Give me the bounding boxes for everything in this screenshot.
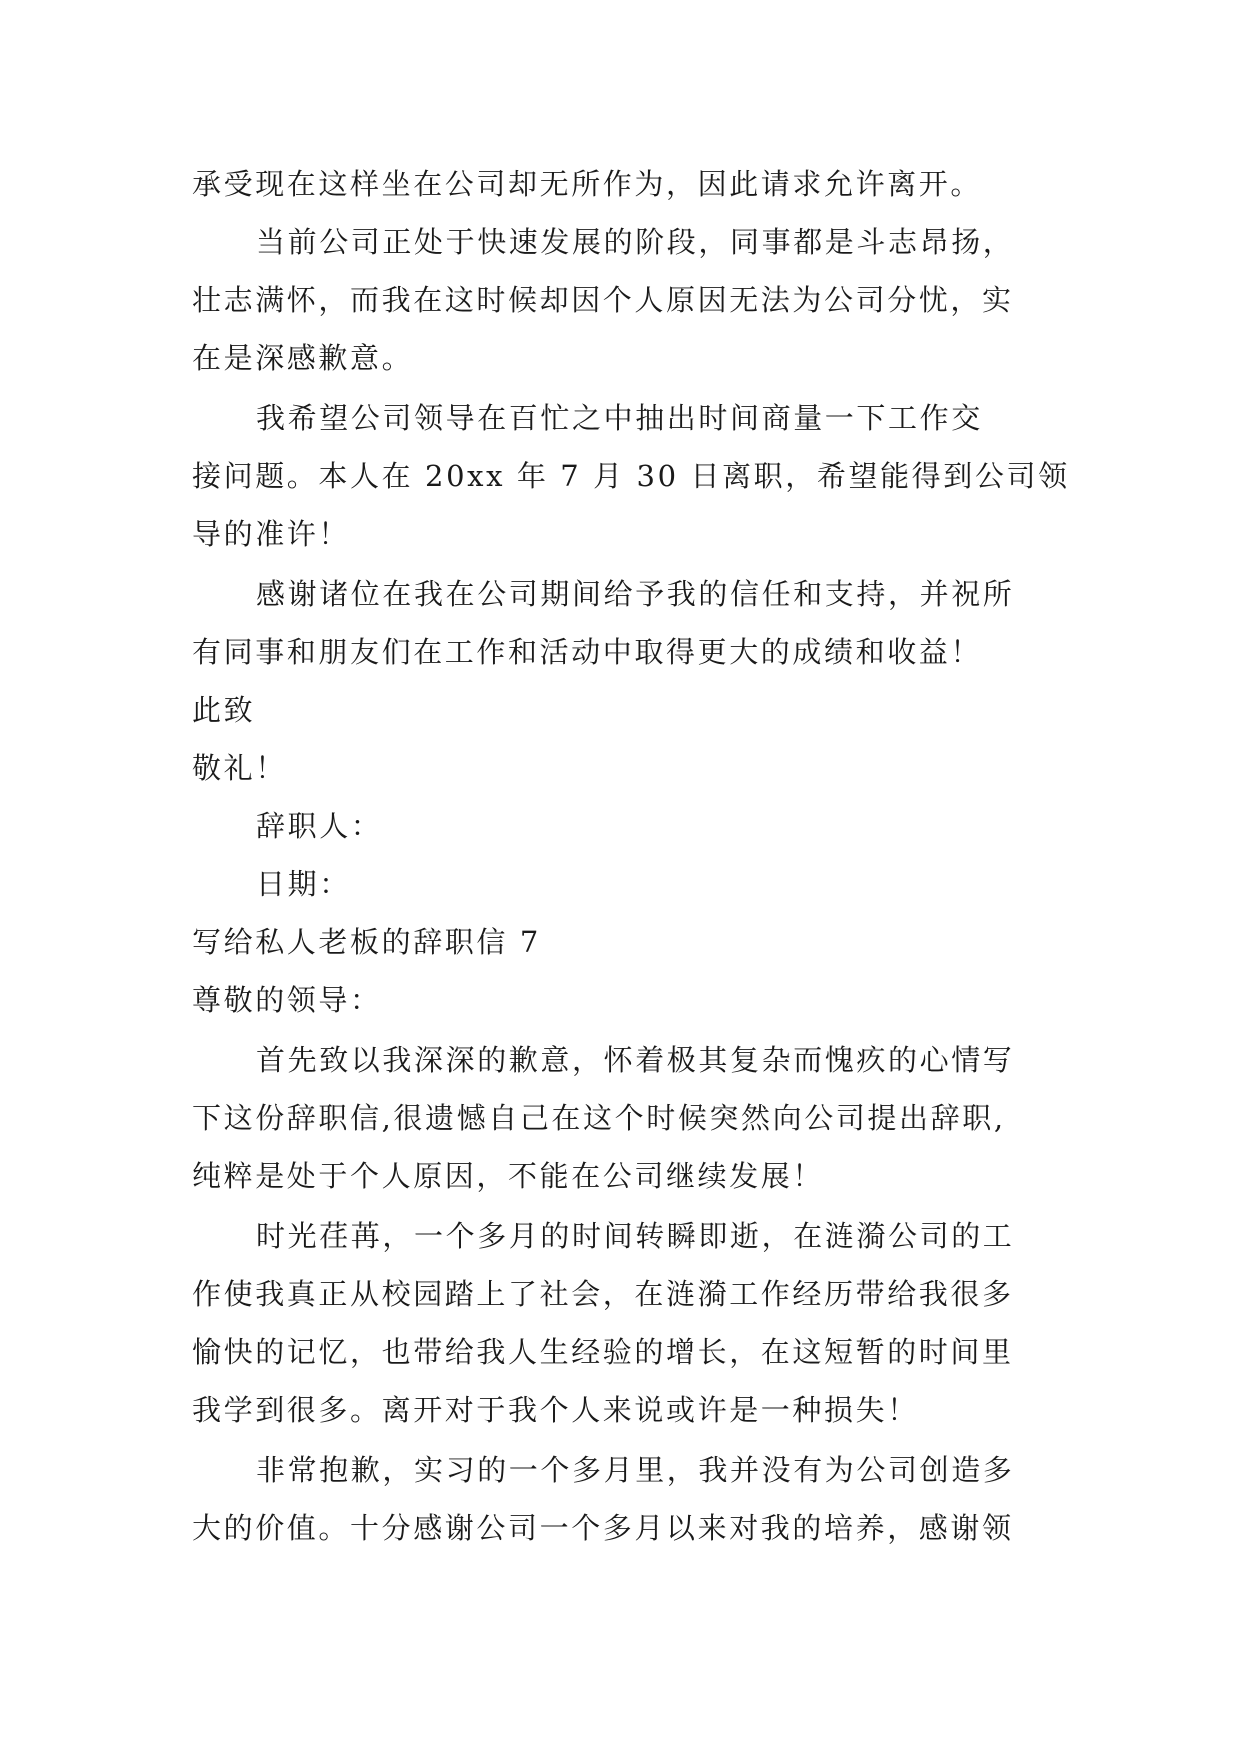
greeting: 尊敬的领导：: [192, 983, 382, 1017]
date-label: 日期：: [256, 867, 351, 901]
text-line: 接问题。本人在 20xx 年 7 月 30 日离职，希望能得到公司领: [192, 459, 1070, 493]
text-line: 有同事和朋友们在工作和活动中取得更大的成绩和收益！: [192, 635, 983, 669]
text-line: 愉快的记忆，也带给我人生经验的增长，在这短暂的时间里: [192, 1335, 1014, 1369]
text-line: 时光荏苒，一个多月的时间转瞬即逝，在涟漪公司的工: [256, 1219, 1015, 1253]
text-line: 首先致以我深深的歉意，怀着极其复杂而愧疚的心情写: [256, 1043, 1015, 1077]
text-line: 承受现在这样坐在公司却无所作为，因此请求允许离开。: [192, 167, 983, 201]
text-line: 大的价值。十分感谢公司一个多月以来对我的培养，感谢领: [192, 1511, 1014, 1545]
text-line: 纯粹是处于个人原因，不能在公司继续发展！: [192, 1159, 825, 1193]
section-title: 写给私人老板的辞职信 7: [192, 925, 541, 959]
text-line: 我学到很多。离开对于我个人来说或许是一种损失！: [192, 1393, 919, 1427]
text-line: 非常抱歉，实习的一个多月里，我并没有为公司创造多: [256, 1453, 1015, 1487]
text-line: 导的准许！: [192, 517, 351, 551]
closing-salutation: 此致: [192, 693, 256, 727]
text-line: 在是深感歉意。: [192, 341, 414, 375]
text-line: 作使我真正从校园踏上了社会，在涟漪工作经历带给我很多: [192, 1277, 1014, 1311]
closing-salutation: 敬礼！: [192, 751, 287, 785]
text-line: 下这份辞职信,很遗憾自己在这个时候突然向公司提出辞职,: [192, 1101, 1006, 1135]
text-line: 壮志满怀，而我在这时候却因个人原因无法为公司分忧，实: [192, 283, 1014, 317]
text-line: 当前公司正处于快速发展的阶段，同事都是斗志昂扬，: [256, 225, 1015, 259]
signature-label: 辞职人：: [256, 809, 383, 843]
text-line: 我希望公司领导在百忙之中抽出时间商量一下工作交: [256, 401, 983, 435]
text-line: 感谢诸位在我在公司期间给予我的信任和支持，并祝所: [256, 577, 1015, 611]
